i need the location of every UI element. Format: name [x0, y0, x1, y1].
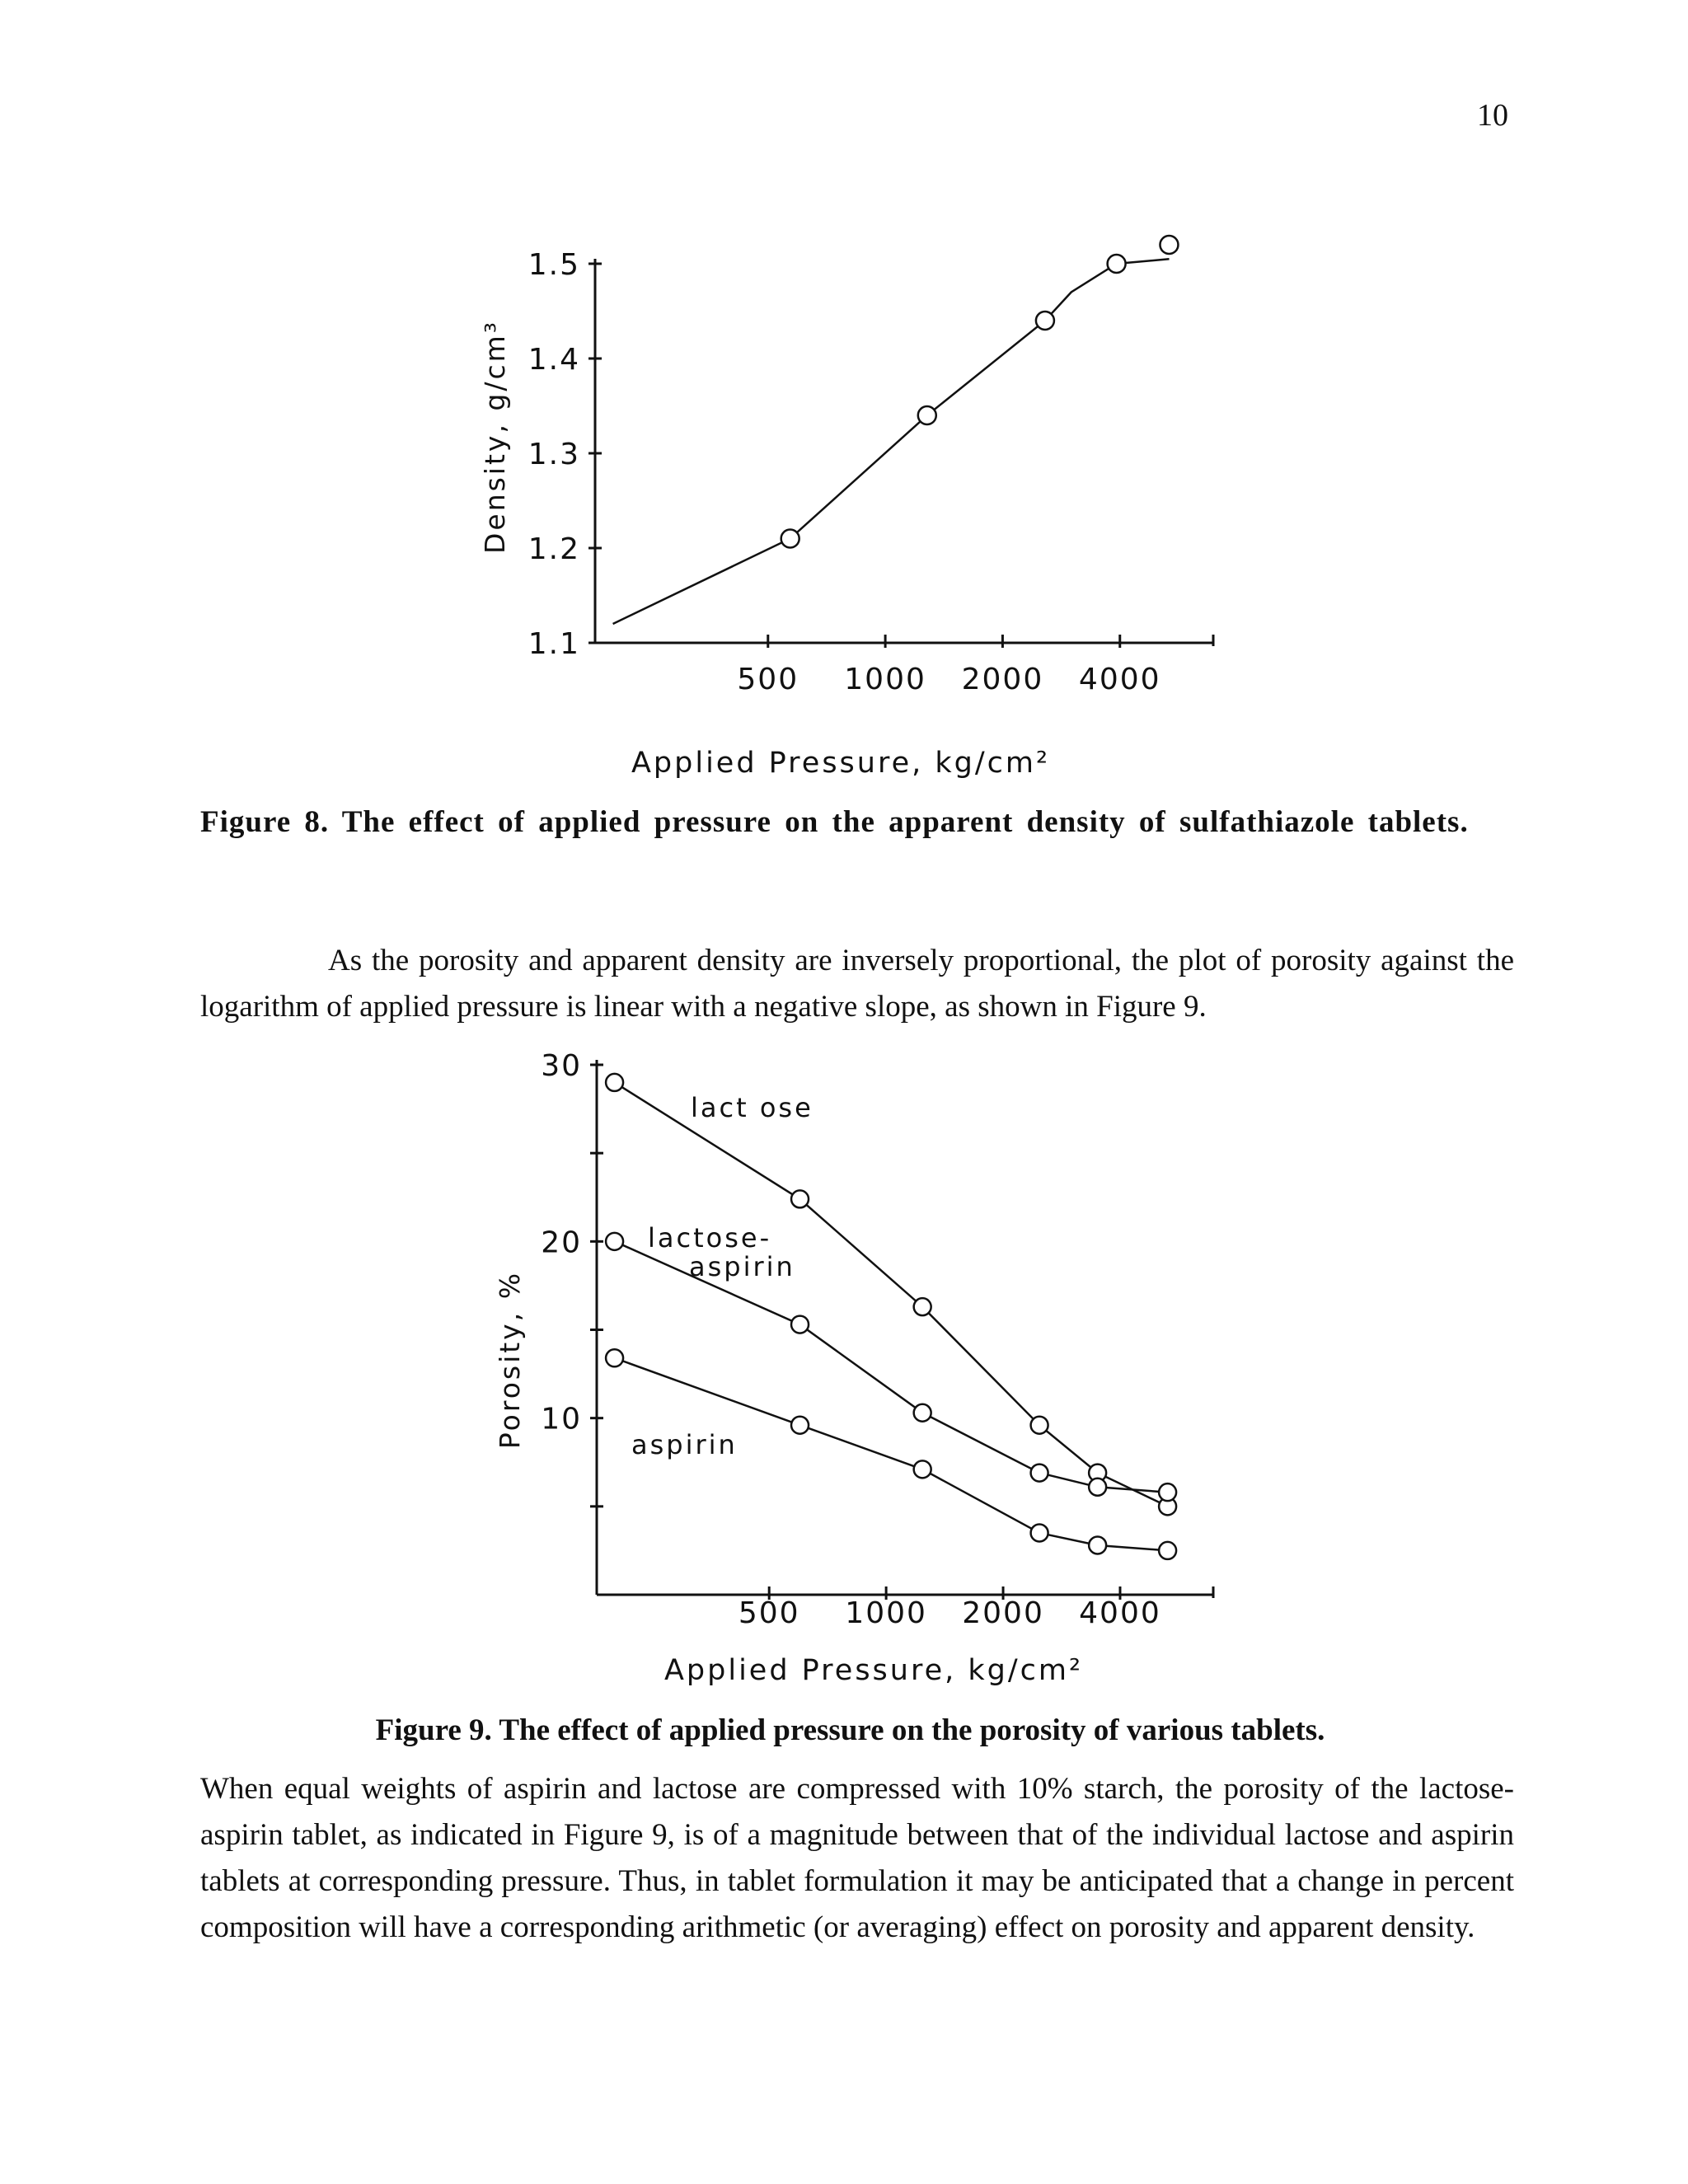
- lactose-data-point: [791, 1190, 809, 1207]
- lactose-aspirin-data-point: [606, 1233, 623, 1250]
- figure9-x-axis-title: Applied Pressure, kg/cm²: [663, 1654, 1084, 1687]
- figure9-ticks: [590, 1065, 1213, 1600]
- figure8-x-axis-title: Applied Pressure, kg/cm²: [631, 747, 1051, 780]
- aspirin-data-point: [1089, 1536, 1106, 1554]
- fig9-x-tick-label: 1000: [845, 1596, 927, 1630]
- lactose-data-point: [914, 1298, 931, 1315]
- aspirin-data-point: [791, 1417, 809, 1434]
- aspirin-data-point: [914, 1460, 931, 1478]
- figure8-y-axis-title: Density, g/cm³: [479, 319, 511, 555]
- aspirin-data-point: [1031, 1524, 1048, 1541]
- lactose-aspirin-data-point: [914, 1404, 931, 1422]
- lactose-aspirin-data-point: [1089, 1479, 1106, 1496]
- figure9-axes: [597, 1060, 1213, 1595]
- lactose-aspirin-data-point: [1031, 1465, 1048, 1482]
- fig8-x-tick-label: 4000: [1078, 663, 1161, 696]
- fig9-x-tick-label: 4000: [1079, 1596, 1161, 1630]
- fig9-y-tick-label: 20: [541, 1226, 582, 1260]
- aspirin-data-point: [606, 1349, 623, 1366]
- fig8-x-tick-label: 1000: [844, 663, 926, 696]
- fig8-y-tick-label: 1.4: [528, 343, 580, 377]
- figure8-tick-labels: [528, 248, 1161, 696]
- annotation-aspirin: aspirin: [631, 1429, 738, 1460]
- density-curve: [613, 259, 1170, 624]
- paragraph-porosity-intro: [200, 938, 1514, 1030]
- annotation-lactose-aspirin-line1: lactose-: [648, 1222, 772, 1254]
- annotation-lactose-aspirin-line2: aspirin: [689, 1251, 795, 1282]
- paragraph-equal-weights: [200, 1766, 1514, 1951]
- lactose-aspirin-data-point: [791, 1316, 809, 1333]
- figure9-chart: [0, 1038, 1688, 1698]
- fig8-y-tick-label: 1.3: [528, 438, 580, 471]
- fig9-x-tick-label: 2000: [962, 1596, 1044, 1630]
- fig8-y-tick-label: 1.1: [528, 627, 580, 661]
- figure9-y-axis-title: Porosity, %: [494, 1270, 526, 1450]
- page-number: 10: [1477, 98, 1508, 133]
- fig8-x-tick-label: 500: [737, 663, 799, 696]
- fig8-y-tick-label: 1.2: [528, 532, 580, 566]
- density-data-point: [781, 530, 799, 548]
- lactose-data-point: [606, 1074, 623, 1091]
- figure8-series: [613, 236, 1179, 624]
- paragraph-2-text: When equal weights of aspirin and lactose are compressed with 10% starch, the porosity of the lactose-aspirin tablet, as indicated in Figure 9, is of a magnitude between that of the individual lactose and aspirin tablets at corresponding pressure. Thus, in tablet formulation it may be anticipated that a change in percent composition will have a corresponding arithmetic (or averaging) effect on porosity and apparent density.: [200, 1772, 1514, 1944]
- figure9-tick-labels: [541, 1049, 1161, 1630]
- annotation-lactose: lact ose: [691, 1092, 814, 1123]
- figure9-caption: Figure 9. The effect of applied pressure on the porosity of various tablets.: [375, 1713, 1325, 1747]
- figure8-caption: Figure 8. The effect of applied pressure on the apparent density of sulfathiazole tablets.: [200, 805, 1469, 839]
- fig8-x-tick-label: 2000: [961, 663, 1044, 696]
- lactose-aspirin-data-point: [1159, 1483, 1176, 1501]
- lactose-data-point: [1031, 1417, 1048, 1434]
- figure8-axes: [595, 259, 1213, 643]
- figure8-chart: [0, 198, 1688, 799]
- paragraph-1-text: As the porosity and apparent density are inversely proportional, the plot of porosity against the logarithm of applied pressure is linear with a negative slope, as shown in Figure 9.: [200, 944, 1514, 1024]
- density-data-point: [1160, 236, 1178, 254]
- density-data-point: [1036, 312, 1054, 330]
- fig9-x-tick-label: 500: [738, 1596, 800, 1630]
- fig9-y-tick-label: 30: [541, 1049, 582, 1083]
- fig8-y-tick-label: 1.5: [528, 248, 580, 282]
- density-data-point: [918, 406, 936, 424]
- figure9-series: [606, 1074, 1176, 1559]
- fig9-y-tick-label: 10: [541, 1402, 582, 1436]
- aspirin-data-point: [1159, 1542, 1176, 1559]
- density-data-point: [1108, 255, 1126, 273]
